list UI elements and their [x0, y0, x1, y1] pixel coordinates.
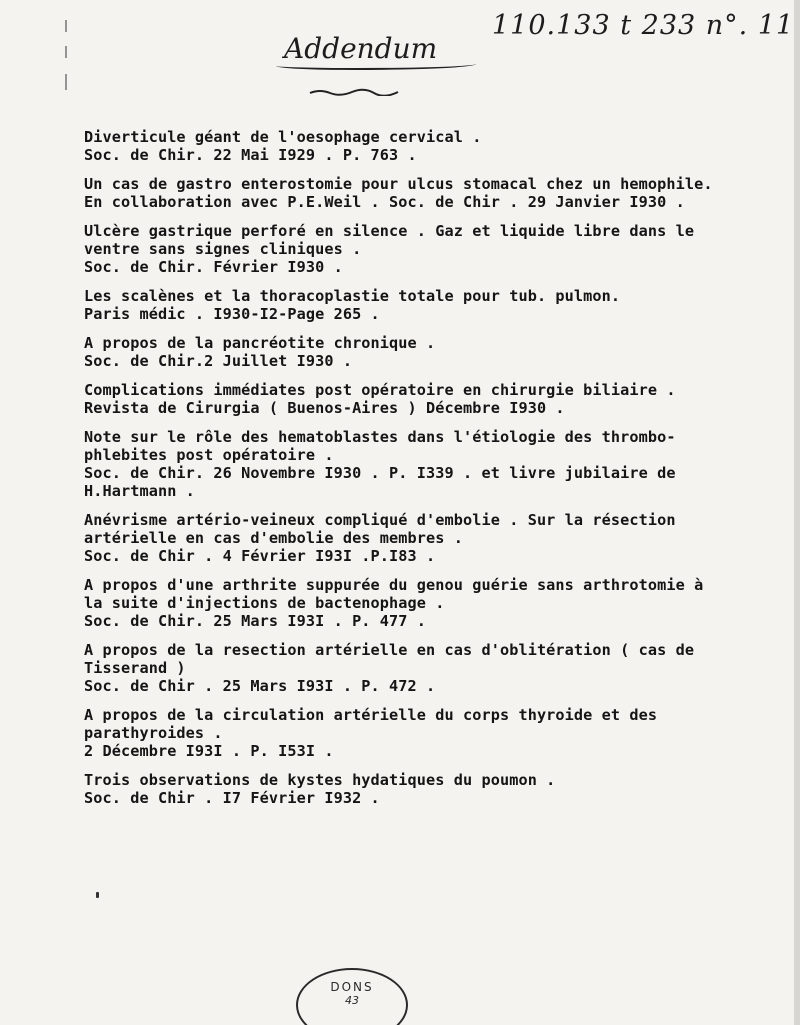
bibliography-entry — [84, 576, 796, 630]
bibliography-entry — [84, 334, 796, 370]
catalog-reference-number: 110.133 t 233 n°. 11 — [492, 10, 795, 41]
margin-tick-marks — [62, 18, 72, 98]
entry-line: Revista de Cirurgia ( Buenos-Aires ) Décembre I930 . — [84, 399, 565, 417]
entry-line: Complications immédiates post opératoire en chirurgie biliaire . — [84, 381, 676, 399]
entry-line: Soc. de Chir. 22 Mai I929 . P. 763 . — [84, 146, 417, 164]
entry-line: Ulcère gastrique perforé en silence . Gaz et liquide libre dans le — [84, 222, 695, 240]
entry-line: Tisserand ) — [84, 659, 186, 677]
entry-line: Trois observations de kystes hydatiques du poumon . — [84, 771, 556, 789]
addendum-heading: Addendum — [284, 32, 438, 65]
heading-underline — [276, 60, 476, 70]
bibliography-entry — [84, 428, 796, 500]
bibliography-entry — [84, 641, 796, 695]
entry-line: Anévrisme artério-veineux compliqué d'embolie . Sur la résection — [84, 511, 676, 529]
entry-line: A propos d'une arthrite suppurée du genou guérie sans arthrotomie à — [84, 576, 704, 594]
bibliography-entry — [84, 287, 796, 323]
bibliography-entry — [84, 381, 796, 417]
entry-line: 2 Décembre I93I . P. I53I . — [84, 742, 334, 760]
entry-line: Soc. de Chir.2 Juillet I930 . — [84, 352, 353, 370]
entry-line: A propos de la pancréotite chronique . — [84, 334, 436, 352]
stamp-text: DONS — [330, 980, 374, 994]
entry-line: ventre sans signes cliniques . — [84, 240, 362, 258]
bibliography-entry — [84, 706, 796, 760]
entry-line: Les scalènes et la thoracoplastie totale pour tub. pulmon. — [84, 287, 621, 305]
entry-line: Soc. de Chir . 25 Mars I93I . P. 472 . — [84, 677, 436, 695]
entry-line: A propos de la circulation artérielle du corps thyroide et des — [84, 706, 658, 724]
entry-line: Soc. de Chir. 25 Mars I93I . P. 477 . — [84, 612, 427, 630]
entry-line: Paris médic . I930-I2-Page 265 . — [84, 305, 380, 323]
entry-line: H.Hartmann . — [84, 482, 195, 500]
entry-line: Soc. de Chir. 26 Novembre I930 . P. I339 . et livre jubilaire de — [84, 464, 676, 482]
entry-line: phlebites post opératoire . — [84, 446, 334, 464]
entry-line: Note sur le rôle des hematoblastes dans l'étiologie des thrombo- — [84, 428, 676, 446]
bibliography-entry — [84, 222, 796, 276]
entry-line: artérielle en cas d'embolie des membres . — [84, 529, 463, 547]
entry-line: la suite d'injections de bactenophage . — [84, 594, 445, 612]
entry-line: En collaboration avec P.E.Weil . Soc. de Chir . 29 Janvier I930 . — [84, 193, 685, 211]
entry-line: Diverticule géant de l'oesophage cervical . — [84, 128, 482, 146]
bibliography-entry — [84, 511, 796, 565]
stamp-number: 43 — [345, 994, 359, 1007]
entry-line: A propos de la resection artérielle en cas d'oblitération ( cas de — [84, 641, 695, 659]
entry-line: parathyroides . — [84, 724, 223, 742]
bibliography-entry — [84, 128, 796, 164]
entry-line: Soc. de Chir . I7 Février I932 . — [84, 789, 380, 807]
bibliography-entry — [84, 175, 796, 211]
library-stamp — [296, 968, 408, 1025]
entry-line: Soc. de Chir. Février I930 . — [84, 258, 343, 276]
bibliography-entry — [84, 771, 796, 807]
entry-line: Soc. de Chir . 4 Février I93I .P.I83 . — [84, 547, 436, 565]
bibliography-list — [84, 128, 796, 818]
entry-line: Un cas de gastro enterostomie pour ulcus stomacal chez un hemophile. — [84, 175, 713, 193]
comma-mark — [96, 892, 99, 898]
heading-flourish — [308, 88, 400, 96]
